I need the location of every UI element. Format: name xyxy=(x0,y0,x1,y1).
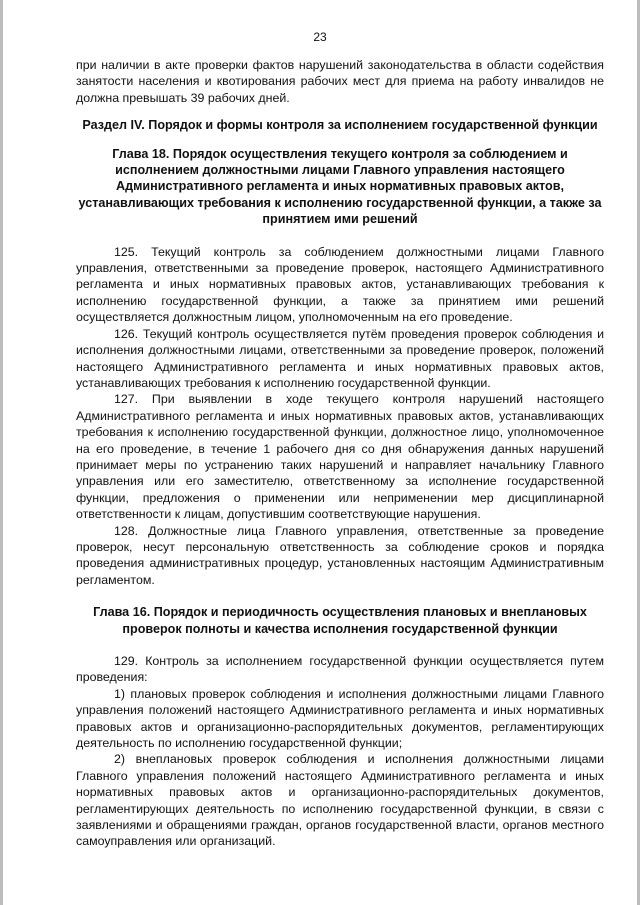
paragraph-127: 127. При выявлении в ходе текущего контроля нарушений настоящего Административного регламента и иных нормативных правовых актов, устанавливающих требования к исполнению государственной функции, должностное лицо, уполномоченное на его проведение, в течение 1 рабочего дня со дня обнаружения данных нарушений принимает меры по устранению таких нарушений и направляет начальнику Главного управления или его заместителю, ответственному за исполнение государственной функции, предложения о применении или неприменении мер дисциплинарной ответственности к лицам, допустившим соответствующие нарушения. xyxy=(76,392,604,522)
paragraph-129-item-2: 2) внеплановых проверок соблюдения и исполнения должностными лицами Главного управления положений настоящего Административного регламента и иных нормативных правовых актов и организационно-распорядительных документов, регламентирующих деятельность по исполнению государственной функции, в связи с заявлениями и обращениями граждан, органов государственной власти, органов местного самоуправления или организаций. xyxy=(76,752,604,849)
scan-edge-left xyxy=(0,0,3,905)
paragraph-129: 129. Контроль за исполнением государственной функции осуществляется путем проведения: xyxy=(76,654,604,685)
chapter-18-title: Глава 18. Порядок осуществления текущего контроля за соблюдением и исполнением должностными лицами Главного управления настоящего Административного регламента и иных нормативных правовых актов, устанавливающих требования к исполнению государственной функции, а также за принятием ими решений xyxy=(78,146,602,227)
document-body xyxy=(76,57,604,850)
intro-paragraph: при наличии в акте проверки фактов нарушений законодательства в области содействия занятости населения и квотирования рабочих мест для приема на работу инвалидов не должна превышать 39 рабочих дней. xyxy=(76,58,604,105)
paragraph-126: 126. Текущий контроль осуществляется путём проведения проверок соблюдения и исполнения должностными лицами, ответственными за проведение проверок, положений настоящего Административного регламента и иных нормативных правовых актов, устанавливающих требования к исполнению государственной функции. xyxy=(76,326,604,390)
paragraph-125: 125. Текущий контроль за соблюдением должностными лицами Главного управления, ответственными за проведение проверок, настоящего Административного регламента и иных нормативных правовых актов, устанавливающих требования к исполнению государственной функции, а также за принятием ими решений осуществляется должностным лицом, уполномоченным на его проведение. xyxy=(76,244,604,325)
paragraph-128: 128. Должностные лица Главного управления, ответственные за проведение проверок, несут персональную ответственность за соблюдение сроков и порядка проведения административных процедур, установленных настоящим Административным регламентом. xyxy=(76,523,604,587)
page-number: 23 xyxy=(313,30,327,44)
chapter-16-title: Глава 16. Порядок и периодичность осуществления плановых и внеплановых проверок полноты и качества исполнения государственной функции xyxy=(93,605,587,636)
paragraph-129-item-1: 1) плановых проверок соблюдения и исполнения должностными лицами Главного управления положений настоящего Административного регламента и иных нормативных правовых актов и организационно-распорядительных документов, регламентирующих деятельность по исполнению государственной функции; xyxy=(76,686,604,751)
section-title: Раздел IV. Порядок и формы контроля за исполнением государственной функции xyxy=(82,118,598,133)
